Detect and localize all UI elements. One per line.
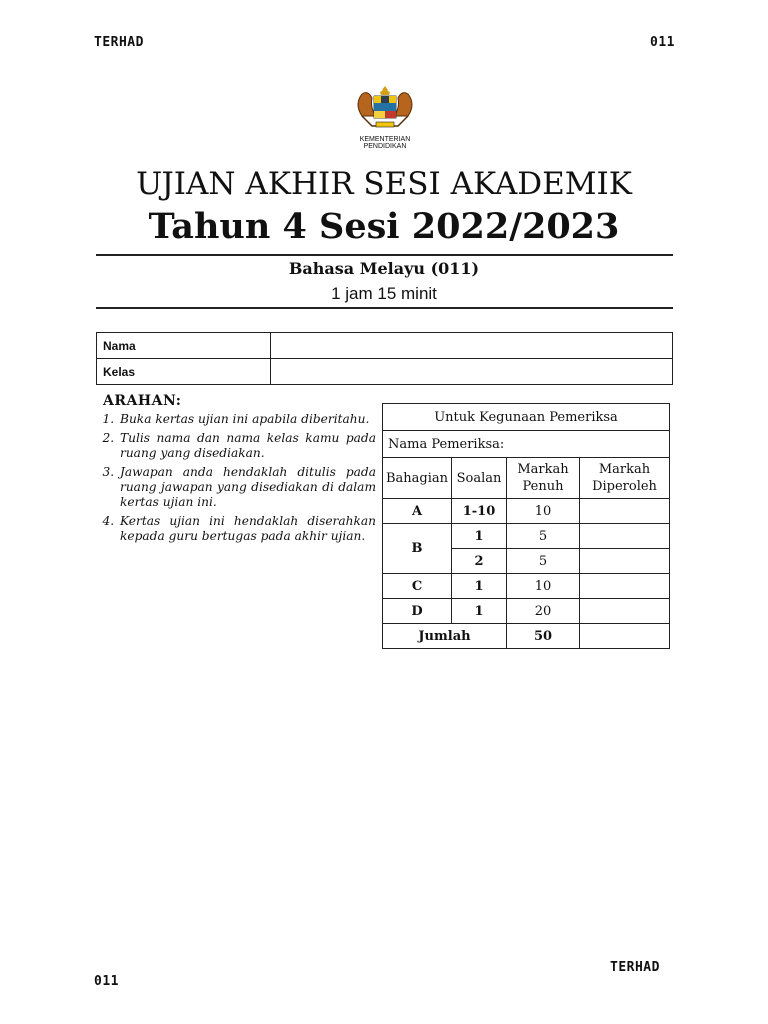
name-row bbox=[97, 333, 673, 359]
instruction-item: 2. Tulis nama dan nama kelas kamu pada ruang yang disediakan. bbox=[118, 431, 376, 461]
question-cell: 1 bbox=[452, 524, 507, 549]
full-mark-cell: 10 bbox=[507, 499, 580, 524]
exam-session: Tahun 4 Sesi 2022/2023 bbox=[148, 206, 620, 247]
student-info-table bbox=[96, 332, 673, 385]
full-mark-cell: 20 bbox=[507, 599, 580, 624]
header-paper-code: 011 bbox=[650, 35, 675, 50]
name-field[interactable] bbox=[271, 333, 673, 359]
class-row bbox=[97, 359, 673, 385]
column-header: Bahagian bbox=[383, 458, 452, 499]
section-cell: C bbox=[383, 574, 452, 599]
obtained-mark-cell[interactable] bbox=[580, 549, 670, 574]
name-label: Nama bbox=[97, 333, 271, 359]
full-mark-cell: 10 bbox=[507, 574, 580, 599]
logo-caption: KEMENTERIAN PENDIDIKAN bbox=[359, 136, 411, 150]
full-mark-cell: 5 bbox=[507, 549, 580, 574]
instructions-list bbox=[100, 412, 376, 548]
column-header: Markah Penuh bbox=[507, 458, 580, 499]
class-field[interactable] bbox=[271, 359, 673, 385]
instruction-item: 4. Kertas ujian ini hendaklah diserahkan kepada guru bertugas pada akhir ujian. bbox=[118, 514, 376, 544]
column-header: Soalan bbox=[452, 458, 507, 499]
table-row bbox=[383, 574, 670, 599]
section-cell: B bbox=[383, 524, 452, 574]
divider-top bbox=[96, 254, 673, 256]
total-label: Jumlah bbox=[383, 624, 507, 649]
table-row bbox=[383, 499, 670, 524]
section-cell: A bbox=[383, 499, 452, 524]
instruction-item: 1. Buka kertas ujian ini apabila diberitahu. bbox=[118, 412, 376, 427]
question-cell: 1-10 bbox=[452, 499, 507, 524]
exam-duration: 1 jam 15 minit bbox=[331, 284, 437, 303]
obtained-mark-cell[interactable] bbox=[580, 524, 670, 549]
class-label: Kelas bbox=[97, 359, 271, 385]
question-cell: 2 bbox=[452, 549, 507, 574]
full-mark-cell: 5 bbox=[507, 524, 580, 549]
examiner-name-field[interactable]: Nama Pemeriksa: bbox=[383, 431, 670, 458]
obtained-mark-cell[interactable] bbox=[580, 574, 670, 599]
obtained-mark-cell[interactable] bbox=[580, 599, 670, 624]
examiner-table bbox=[382, 403, 670, 649]
column-header: Markah Diperoleh bbox=[580, 458, 670, 499]
footer-classification: TERHAD bbox=[610, 960, 660, 975]
obtained-mark-cell[interactable] bbox=[580, 499, 670, 524]
header-classification: TERHAD bbox=[94, 35, 144, 50]
footer-paper-code: 011 bbox=[94, 974, 119, 989]
subject-name: Bahasa Melayu (011) bbox=[288, 259, 480, 278]
total-obtained-mark[interactable] bbox=[580, 624, 670, 649]
instructions-heading: ARAHAN: bbox=[103, 393, 182, 409]
table-row bbox=[383, 524, 670, 549]
instruction-item: 3. Jawapan anda hendaklah ditulis pada ruang jawapan yang disediakan di dalam kertas ujian ini. bbox=[118, 465, 376, 510]
total-row bbox=[383, 624, 670, 649]
examiner-table-title: Untuk Kegunaan Pemeriksa bbox=[383, 404, 670, 431]
divider-bottom bbox=[96, 307, 673, 309]
question-cell: 1 bbox=[452, 599, 507, 624]
question-cell: 1 bbox=[452, 574, 507, 599]
exam-title: UJIAN AKHIR SESI AKADEMIK bbox=[136, 166, 632, 202]
table-row bbox=[383, 599, 670, 624]
section-cell: D bbox=[383, 599, 452, 624]
total-full-mark: 50 bbox=[507, 624, 580, 649]
